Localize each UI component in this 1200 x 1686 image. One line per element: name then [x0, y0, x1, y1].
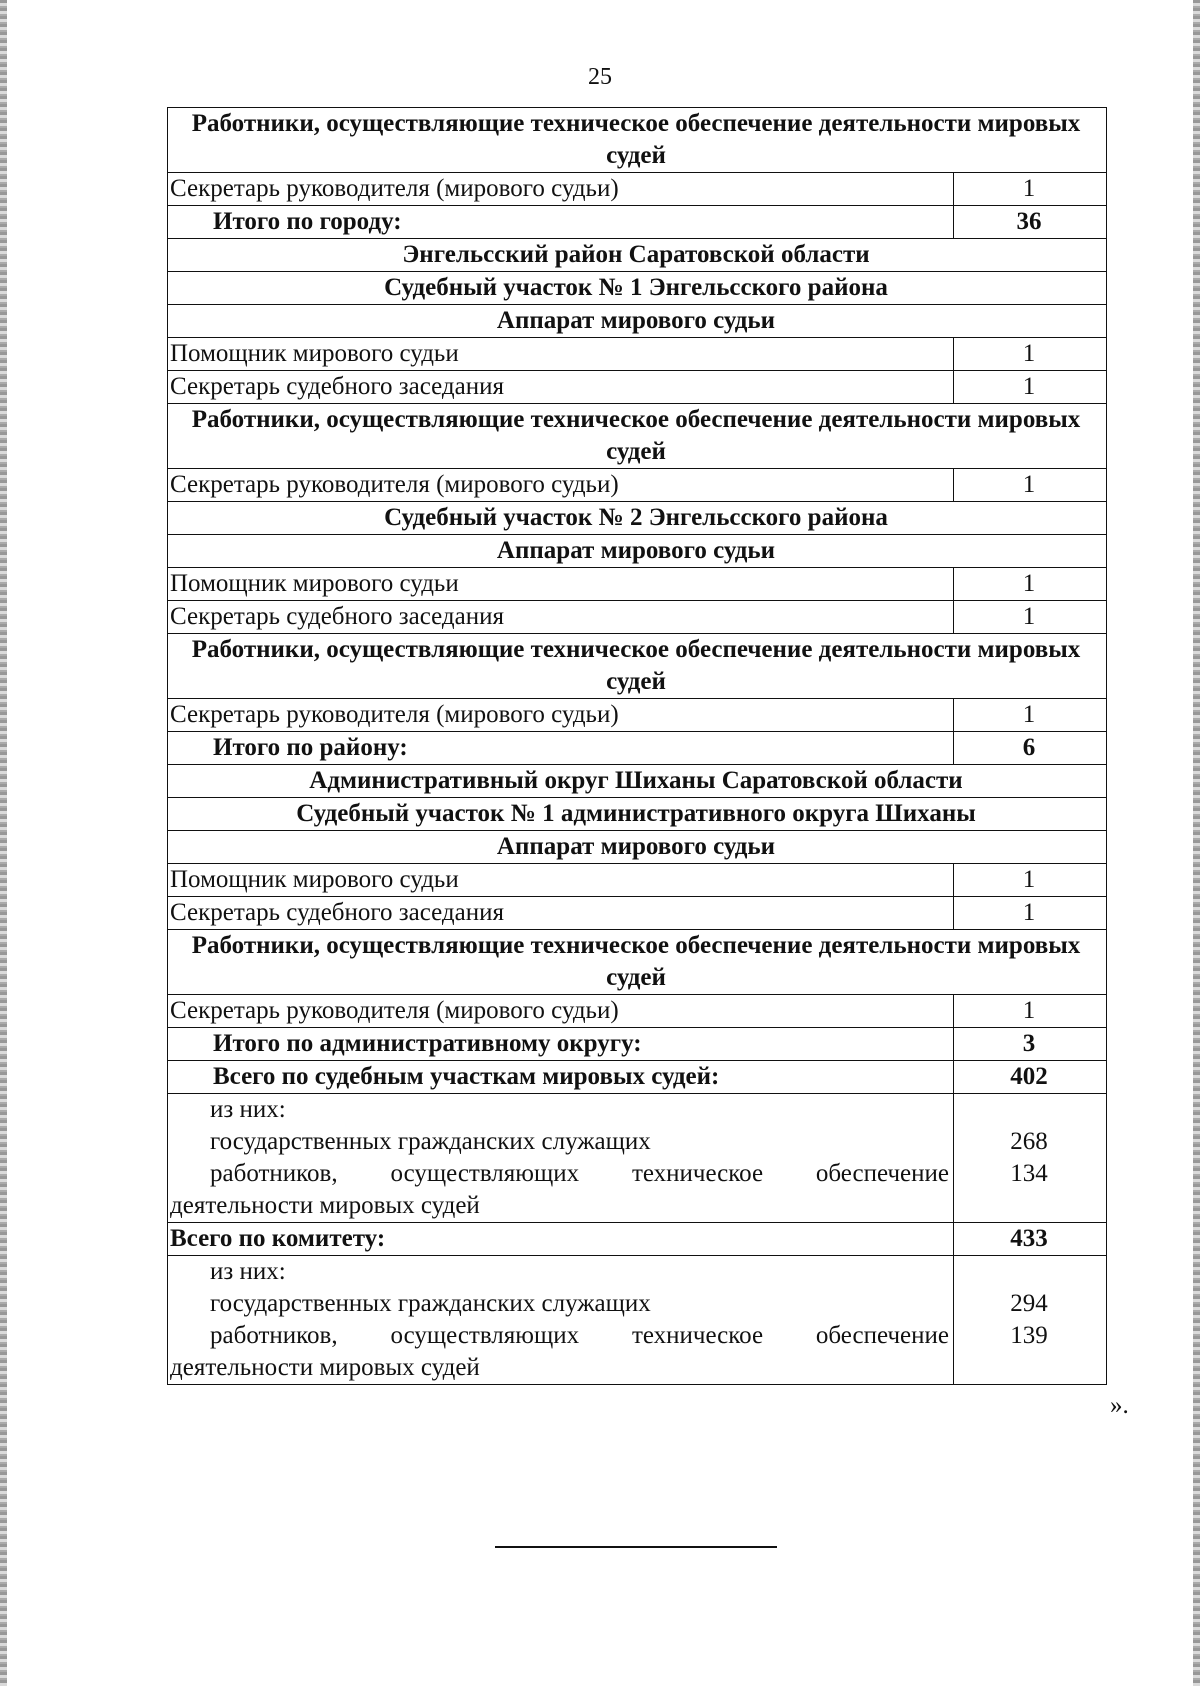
- section-header-row: [168, 831, 1107, 864]
- position-count: 1: [954, 897, 1107, 930]
- breakdown-spacer: [956, 1256, 1102, 1288]
- section-header-row: [168, 930, 1107, 995]
- scan-edge-right: [1193, 0, 1200, 1686]
- breakdown-row: [168, 1256, 1107, 1385]
- position-name: Помощник мирового судьи: [168, 338, 954, 371]
- staff-table: [167, 107, 1107, 1385]
- total-value: 3: [954, 1028, 1107, 1061]
- total-label: Итого по району:: [168, 732, 954, 765]
- scan-edge-left: [0, 0, 7, 1686]
- section-header: Судебный участок № 2 Энгельсского района: [168, 502, 1107, 535]
- section-header: Аппарат мирового судьи: [168, 305, 1107, 338]
- page-number: 25: [588, 64, 612, 90]
- breakdown-value: 268: [1010, 1128, 1048, 1155]
- breakdown-labels: [168, 1256, 954, 1385]
- position-count: 1: [954, 995, 1107, 1028]
- table-row: [168, 568, 1107, 601]
- table-row: [168, 601, 1107, 634]
- section-header: Аппарат мирового судьи: [168, 831, 1107, 864]
- table-row: [168, 897, 1107, 930]
- total-value: 402: [954, 1061, 1107, 1094]
- section-header-row: [168, 765, 1107, 798]
- position-name: Секретарь руководителя (мирового судьи): [168, 173, 954, 206]
- total-value: 6: [954, 732, 1107, 765]
- section-header-row: [168, 404, 1107, 469]
- section-header: Судебный участок № 1 административного округа Шиханы: [168, 798, 1107, 831]
- breakdown-value: 294: [1010, 1290, 1048, 1317]
- total-row: [168, 206, 1107, 239]
- breakdown-line: государственных гражданских служащих: [210, 1290, 651, 1317]
- position-count: 1: [954, 864, 1107, 897]
- position-count: 1: [954, 371, 1107, 404]
- section-header: Работники, осуществляющие техническое обеспечение деятельности мировых судей: [168, 634, 1107, 699]
- table-row: [168, 469, 1107, 502]
- breakdown-line: государственных гражданских служащих: [210, 1128, 651, 1155]
- breakdown-row: [168, 1094, 1107, 1223]
- total-label: Итого по административному округу:: [168, 1028, 954, 1061]
- breakdown-values: [954, 1256, 1107, 1385]
- position-name: Секретарь руководителя (мирового судьи): [168, 469, 954, 502]
- end-rule: [495, 1546, 777, 1548]
- position-count: 1: [954, 338, 1107, 371]
- total-value: 433: [954, 1223, 1107, 1256]
- section-header: Энгельсский район Саратовской области: [168, 239, 1107, 272]
- section-header-row: [168, 272, 1107, 305]
- section-header: Административный округ Шиханы Саратовской области: [168, 765, 1107, 798]
- position-name: Секретарь судебного заседания: [168, 371, 954, 404]
- position-name: Секретарь судебного заседания: [168, 601, 954, 634]
- breakdown-values: [954, 1094, 1107, 1223]
- position-name: Помощник мирового судьи: [168, 568, 954, 601]
- section-header: Работники, осуществляющие техническое обеспечение деятельности мировых судей: [168, 108, 1107, 173]
- section-header: Работники, осуществляющие техническое обеспечение деятельности мировых судей: [168, 930, 1107, 995]
- position-name: Помощник мирового судьи: [168, 864, 954, 897]
- position-count: 1: [954, 173, 1107, 206]
- table-row: [168, 995, 1107, 1028]
- breakdown-line: работников, осуществляющих техническое обеспечение: [210, 1322, 949, 1349]
- total-label: Всего по комитету:: [168, 1223, 954, 1256]
- breakdown-value: 134: [1010, 1160, 1048, 1187]
- breakdown-line: работников, осуществляющих техническое обеспечение: [210, 1160, 949, 1187]
- section-header: Работники, осуществляющие техническое обеспечение деятельности мировых судей: [168, 404, 1107, 469]
- section-header-row: [168, 239, 1107, 272]
- section-header-row: [168, 305, 1107, 338]
- table-row: [168, 338, 1107, 371]
- breakdown-intro: из них:: [210, 1096, 286, 1123]
- section-header: Судебный участок № 1 Энгельсского района: [168, 272, 1107, 305]
- breakdown-line-continuation: деятельности мировых судей: [170, 1354, 480, 1381]
- table-row: [168, 864, 1107, 897]
- position-name: Секретарь судебного заседания: [168, 897, 954, 930]
- total-row: [168, 732, 1107, 765]
- position-count: 1: [954, 601, 1107, 634]
- total-label: Всего по судебным участкам мировых судей:: [168, 1061, 954, 1094]
- breakdown-intro: из них:: [210, 1258, 286, 1285]
- section-header-row: [168, 502, 1107, 535]
- breakdown-line-continuation: деятельности мировых судей: [170, 1192, 480, 1219]
- position-count: 1: [954, 699, 1107, 732]
- total-value: 36: [954, 206, 1107, 239]
- position-name: Секретарь руководителя (мирового судьи): [168, 699, 954, 732]
- table-row: [168, 699, 1107, 732]
- position-count: 1: [954, 568, 1107, 601]
- section-header-row: [168, 108, 1107, 173]
- breakdown-value: 139: [1010, 1322, 1048, 1349]
- total-label: Итого по городу:: [168, 206, 954, 239]
- table-row: [168, 371, 1107, 404]
- table-row: [168, 173, 1107, 206]
- total-row: [168, 1061, 1107, 1094]
- section-header: Аппарат мирового судьи: [168, 535, 1107, 568]
- section-header-row: [168, 535, 1107, 568]
- total-row: [168, 1223, 1107, 1256]
- breakdown-spacer: [956, 1094, 1102, 1126]
- position-name: Секретарь руководителя (мирового судьи): [168, 995, 954, 1028]
- position-count: 1: [954, 469, 1107, 502]
- total-row: [168, 1028, 1107, 1061]
- section-header-row: [168, 798, 1107, 831]
- closing-quote-mark: ».: [1110, 1392, 1129, 1419]
- breakdown-labels: [168, 1094, 954, 1223]
- section-header-row: [168, 634, 1107, 699]
